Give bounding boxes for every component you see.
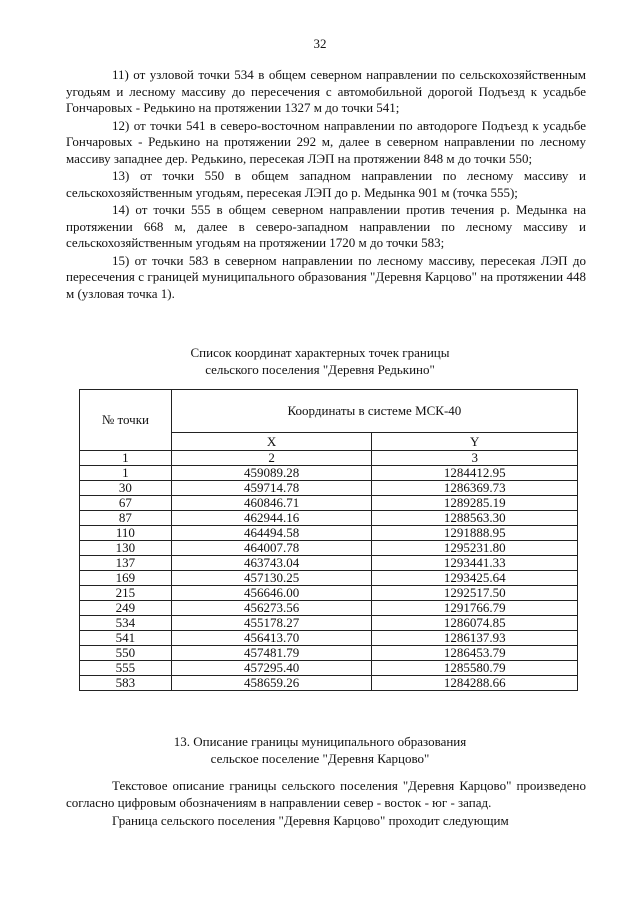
- page-number: 32: [313, 36, 327, 51]
- x-coordinate: 456273.56: [171, 601, 372, 616]
- point-number: 249: [80, 601, 172, 616]
- y-coordinate: 1295231.80: [372, 541, 578, 556]
- y-coordinate: 1285580.79: [372, 661, 578, 676]
- description-paragraph: Граница сельского поселения "Деревня Карцово" проходит следующим: [112, 813, 509, 828]
- description-paragraph: Текстовое описание границы сельского поселения "Деревня Карцово" произведено согласно цифровым обозначениям в направлении север - восток - юг - запад.: [66, 778, 586, 810]
- table-row: [80, 676, 578, 691]
- paragraph-11: 11) от узловой точки 534 в общем северном направлении по сельскохозяйственным угодьям и лесному массиву до пересечения с автомобильной дорогой Подъезд к усадьбе Гончаровых - Редькино на протяжении 1327 м до точки 541;: [66, 67, 586, 115]
- y-coordinate: 1286453.79: [372, 646, 578, 661]
- table-row: [80, 556, 578, 571]
- point-number: 130: [80, 541, 172, 556]
- table-row: [80, 571, 578, 586]
- x-coordinate: 459714.78: [171, 481, 372, 496]
- y-coordinate: 1288563.30: [372, 511, 578, 526]
- y-coordinate: 1289285.19: [372, 496, 578, 511]
- table-caption-line2: сельского поселения "Деревня Редькино": [205, 362, 435, 377]
- index-cell: 1: [80, 451, 172, 466]
- paragraph-13: 13) от точки 550 в общем западном направлении по лесному массиву и сельскохозяйственным угодьям, пересекая ЛЭП до р. Медынка 901 м (точка 555);: [66, 168, 586, 200]
- x-coordinate: 457481.79: [171, 646, 372, 661]
- table-row: [80, 646, 578, 661]
- x-coordinate: 462944.16: [171, 511, 372, 526]
- point-number: 583: [80, 676, 172, 691]
- point-number: 555: [80, 661, 172, 676]
- paragraph-12: 12) от точки 541 в северо-восточном направлении по автодороге Подъезд к усадьбе Гончаровых - Редькино на протяжении 292 м, далее в северном направлении по лесному массиву западнее дер. Редькино, пересекая ЛЭП на протяжении 848 м до точки 550;: [66, 117, 586, 166]
- y-coordinate: 1284288.66: [372, 676, 578, 691]
- point-number: 110: [80, 526, 172, 541]
- x-coordinate: 464494.58: [171, 526, 372, 541]
- y-coordinate: 1293425.64: [372, 571, 578, 586]
- coordinates-table: [79, 389, 578, 691]
- header-point-number: № точки: [80, 390, 172, 451]
- point-number: 550: [80, 646, 172, 661]
- y-coordinate: 1286137.93: [372, 631, 578, 646]
- table-row: [80, 481, 578, 496]
- table-caption: [0, 344, 640, 378]
- point-number: 215: [80, 586, 172, 601]
- table-caption-line1: Список координат характерных точек границы: [190, 345, 450, 360]
- section-heading-line2: сельское поселение "Деревня Карцово": [210, 751, 430, 766]
- x-coordinate: 460846.71: [171, 496, 372, 511]
- x-coordinate: 455178.27: [171, 616, 372, 631]
- header-x: X: [171, 433, 372, 451]
- kartsovo-description: [66, 778, 586, 832]
- column-index-row: [80, 451, 578, 466]
- point-number: 137: [80, 556, 172, 571]
- table-row: [80, 616, 578, 631]
- point-number: 1: [80, 466, 172, 481]
- table-row: [80, 511, 578, 526]
- table-row: [80, 526, 578, 541]
- point-number: 169: [80, 571, 172, 586]
- paragraph-15: 15) от точки 583 в северном направлении по лесному массиву, пересекая ЛЭП до пересечения с границей муниципального образования "Деревня Карцово" на протяжении 448 м (узловая точка 1).: [66, 252, 586, 301]
- paragraph-14: 14) от точки 555 в общем северном направлении против течения р. Медынка на протяжении 668 м, далее в северо-западном направлении по лесному массиву и сельскохозяйственным угодьям на протяжении 1720 м до точки 583;: [66, 202, 586, 250]
- x-coordinate: 458659.26: [171, 676, 372, 691]
- x-coordinate: 457295.40: [171, 661, 372, 676]
- y-coordinate: 1284412.95: [372, 466, 578, 481]
- section-heading-line1: 13. Описание границы муниципального образования: [173, 734, 467, 749]
- table-row: [80, 631, 578, 646]
- table-row: [80, 661, 578, 676]
- x-coordinate: 456646.00: [171, 586, 372, 601]
- y-coordinate: 1286369.73: [372, 481, 578, 496]
- x-coordinate: 463743.04: [171, 556, 372, 571]
- y-coordinate: 1292517.50: [372, 586, 578, 601]
- table-row: [80, 466, 578, 481]
- header-y: Y: [372, 433, 578, 451]
- y-coordinate: 1291766.79: [372, 601, 578, 616]
- section-heading: [0, 733, 640, 767]
- header-coordinate-system: Координаты в системе МСК-40: [171, 390, 577, 433]
- index-cell: 2: [171, 451, 372, 466]
- x-coordinate: 457130.25: [171, 571, 372, 586]
- y-coordinate: 1286074.85: [372, 616, 578, 631]
- x-coordinate: 456413.70: [171, 631, 372, 646]
- y-coordinate: 1291888.95: [372, 526, 578, 541]
- table-row: [80, 496, 578, 511]
- table-row: [80, 586, 578, 601]
- boundary-description: [66, 67, 586, 303]
- point-number: 67: [80, 496, 172, 511]
- table-row: [80, 601, 578, 616]
- y-coordinate: 1293441.33: [372, 556, 578, 571]
- point-number: 534: [80, 616, 172, 631]
- point-number: 541: [80, 631, 172, 646]
- x-coordinate: 459089.28: [171, 466, 372, 481]
- table-row: [80, 541, 578, 556]
- point-number: 87: [80, 511, 172, 526]
- point-number: 30: [80, 481, 172, 496]
- index-cell: 3: [372, 451, 578, 466]
- x-coordinate: 464007.78: [171, 541, 372, 556]
